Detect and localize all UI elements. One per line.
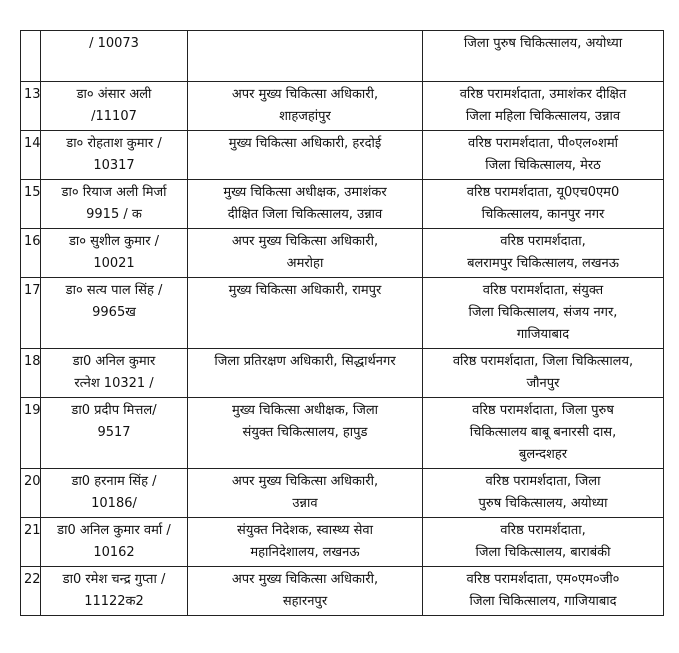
doctor-name-cell [41, 229, 188, 278]
current-posting-line: सहारनपुर [282, 594, 328, 609]
table-row [21, 82, 664, 131]
serial-number-cell [21, 31, 41, 82]
doctor-name-cell [41, 518, 188, 567]
current-posting-cell [188, 349, 423, 398]
serial-number-cell: 14 [21, 131, 41, 180]
current-posting-cell [188, 229, 423, 278]
new-posting-cell [423, 229, 664, 278]
current-posting-line: शाहजहांपुर [279, 109, 331, 124]
current-posting-line: दीक्षित जिला चिकित्सालय, उन्नाव [227, 207, 383, 222]
doctor-name-line: 10317 [93, 158, 135, 173]
current-posting-line: उन्नाव [292, 496, 318, 511]
new-posting-line: बलरामपुर चिकित्सालय, लखनऊ [467, 256, 619, 271]
new-posting-cell [423, 518, 664, 567]
doctor-name-cell [41, 398, 188, 469]
current-posting-line: मुख्य चिकित्सा अधिकारी, रामपुर [228, 283, 382, 298]
current-posting-line: मुख्य चिकित्सा अधिकारी, हरदोई [228, 136, 382, 151]
doctor-name-line: डा० अंसार अली [76, 87, 152, 102]
new-posting-line: जिला चिकित्सालय, संजय नगर, [468, 305, 618, 320]
new-posting-line: वरिष्ठ परामर्शदाता, जिला पुरुष [472, 403, 614, 418]
table-row [21, 349, 664, 398]
doctor-name-cell [41, 131, 188, 180]
doctor-name-line: डा0 अनिल कुमार [72, 354, 156, 369]
doctor-name-line: / 10073 [89, 36, 139, 51]
doctor-name-line: /11107 [91, 109, 137, 124]
new-posting-line: गाजियाबाद [516, 327, 570, 342]
new-posting-line: पुरुष चिकित्सालय, अयोध्या [478, 496, 608, 511]
doctor-name-cell [41, 278, 188, 349]
doctor-name-cell [41, 82, 188, 131]
new-posting-line: वरिष्ठ परामर्शदाता, एम०एम०जी० [466, 572, 620, 587]
table-row [21, 518, 664, 567]
new-posting-line: जिला पुरुष चिकित्सालय, अयोध्या [463, 36, 623, 51]
doctor-name-cell [41, 349, 188, 398]
current-posting-line: महानिदेशालय, लखनऊ [250, 545, 360, 560]
doctor-name-cell [41, 180, 188, 229]
table-row [21, 567, 664, 616]
serial-number-cell: 13 [21, 82, 41, 131]
current-posting-cell [188, 469, 423, 518]
serial-number-cell: 15 [21, 180, 41, 229]
current-posting-line: मुख्य चिकित्सा अधीक्षक, उमाशंकर [223, 185, 387, 200]
current-posting-line: संयुक्त निदेशक, स्वास्थ्य सेवा [237, 523, 373, 538]
transfer-table-body [21, 31, 664, 616]
new-posting-line: वरिष्ठ परामर्शदाता, उमाशंकर दीक्षित [459, 87, 627, 102]
doctor-name-line: डा0 हरनाम सिंह / [71, 474, 157, 489]
doctor-name-line: रत्नेश 10321 / [74, 376, 154, 391]
new-posting-line: वरिष्ठ परामर्शदाता, यू0एच0एम0 [466, 185, 620, 200]
current-posting-line: अपर मुख्य चिकित्सा अधिकारी, [231, 87, 379, 102]
doctor-name-line: 9517 [97, 425, 131, 440]
new-posting-cell [423, 398, 664, 469]
current-posting-cell [188, 278, 423, 349]
doctor-name-line: डा० रोहताश कुमार / [66, 136, 162, 151]
new-posting-cell [423, 278, 664, 349]
current-posting-cell [188, 180, 423, 229]
new-posting-line: वरिष्ठ परामर्शदाता, पी०एल०शर्मा [468, 136, 618, 151]
doctor-name-line: डा० रियाज अली मिर्जा [61, 185, 167, 200]
table-row [21, 278, 664, 349]
doctor-name-line: डा0 अनिल कुमार वर्मा / [57, 523, 171, 538]
serial-number-cell: 22 [21, 567, 41, 616]
table-row [21, 131, 664, 180]
current-posting-line: अमरोहा [286, 256, 324, 271]
doctor-name-line: 9915 / क [86, 207, 142, 222]
new-posting-cell [423, 567, 664, 616]
current-posting-line: अपर मुख्य चिकित्सा अधिकारी, [231, 572, 379, 587]
new-posting-cell [423, 31, 664, 82]
new-posting-line: चिकित्सालय, कानपुर नगर [481, 207, 605, 222]
doctor-name-line: डा0 प्रदीप मित्तल/ [71, 403, 157, 418]
table-row [21, 229, 664, 278]
new-posting-line: जौनपुर [526, 376, 560, 391]
new-posting-line: जिला चिकित्सालय, गाजियाबाद [469, 594, 617, 609]
doctor-name-line: डा० सुशील कुमार / [68, 234, 160, 249]
current-posting-line: जिला प्रतिरक्षण अधिकारी, सिद्धार्थनगर [214, 354, 396, 369]
doctor-name-line: 10021 [93, 256, 135, 271]
current-posting-cell [188, 567, 423, 616]
doctor-name-line: 10186/ [91, 496, 137, 511]
current-posting-line: मुख्य चिकित्सा अधीक्षक, जिला [231, 403, 379, 418]
new-posting-cell [423, 469, 664, 518]
serial-number-cell: 19 [21, 398, 41, 469]
new-posting-line: वरिष्ठ परामर्शदाता, जिला चिकित्सालय, [452, 354, 634, 369]
current-posting-cell [188, 82, 423, 131]
new-posting-line: बुलन्दशहर [518, 447, 568, 462]
current-posting-cell [188, 31, 423, 82]
new-posting-cell [423, 82, 664, 131]
serial-number-cell: 20 [21, 469, 41, 518]
doctor-name-cell [41, 469, 188, 518]
current-posting-line: संयुक्त चिकित्सालय, हापुड [242, 425, 368, 440]
transfer-table [20, 30, 664, 616]
current-posting-cell [188, 518, 423, 567]
new-posting-line: जिला चिकित्सालय, मेरठ [485, 158, 601, 173]
new-posting-line: वरिष्ठ परामर्शदाता, संयुक्त [482, 283, 604, 298]
new-posting-line: वरिष्ठ परामर्शदाता, [500, 523, 586, 538]
doctor-name-line: 10162 [93, 545, 135, 560]
serial-number-cell: 18 [21, 349, 41, 398]
current-posting-cell [188, 398, 423, 469]
doctor-name-line: डा० सत्य पाल सिंह / [65, 283, 163, 298]
current-posting-cell [188, 131, 423, 180]
new-posting-line: जिला चिकित्सालय, बाराबंकी [475, 545, 611, 560]
doctor-name-line: 11122क2 [84, 594, 144, 609]
current-posting-line: अपर मुख्य चिकित्सा अधिकारी, [231, 234, 379, 249]
table-row [21, 31, 664, 82]
new-posting-line: चिकित्सालय बाबू बनारसी दास, [469, 425, 617, 440]
new-posting-line: वरिष्ठ परामर्शदाता, जिला [485, 474, 601, 489]
doctor-name-line: 9965ख [92, 305, 136, 320]
new-posting-line: वरिष्ठ परामर्शदाता, [500, 234, 586, 249]
new-posting-cell [423, 180, 664, 229]
serial-number-cell: 16 [21, 229, 41, 278]
current-posting-line: अपर मुख्य चिकित्सा अधिकारी, [231, 474, 379, 489]
serial-number-cell: 21 [21, 518, 41, 567]
doctor-name-cell [41, 31, 188, 82]
table-row [21, 398, 664, 469]
doctor-name-line: डा0 रमेश चन्द्र गुप्ता / [62, 572, 166, 587]
table-row [21, 469, 664, 518]
new-posting-cell [423, 349, 664, 398]
table-row [21, 180, 664, 229]
new-posting-cell [423, 131, 664, 180]
new-posting-line: जिला महिला चिकित्सालय, उन्नाव [465, 109, 621, 124]
serial-number-cell: 17 [21, 278, 41, 349]
doctor-name-cell [41, 567, 188, 616]
